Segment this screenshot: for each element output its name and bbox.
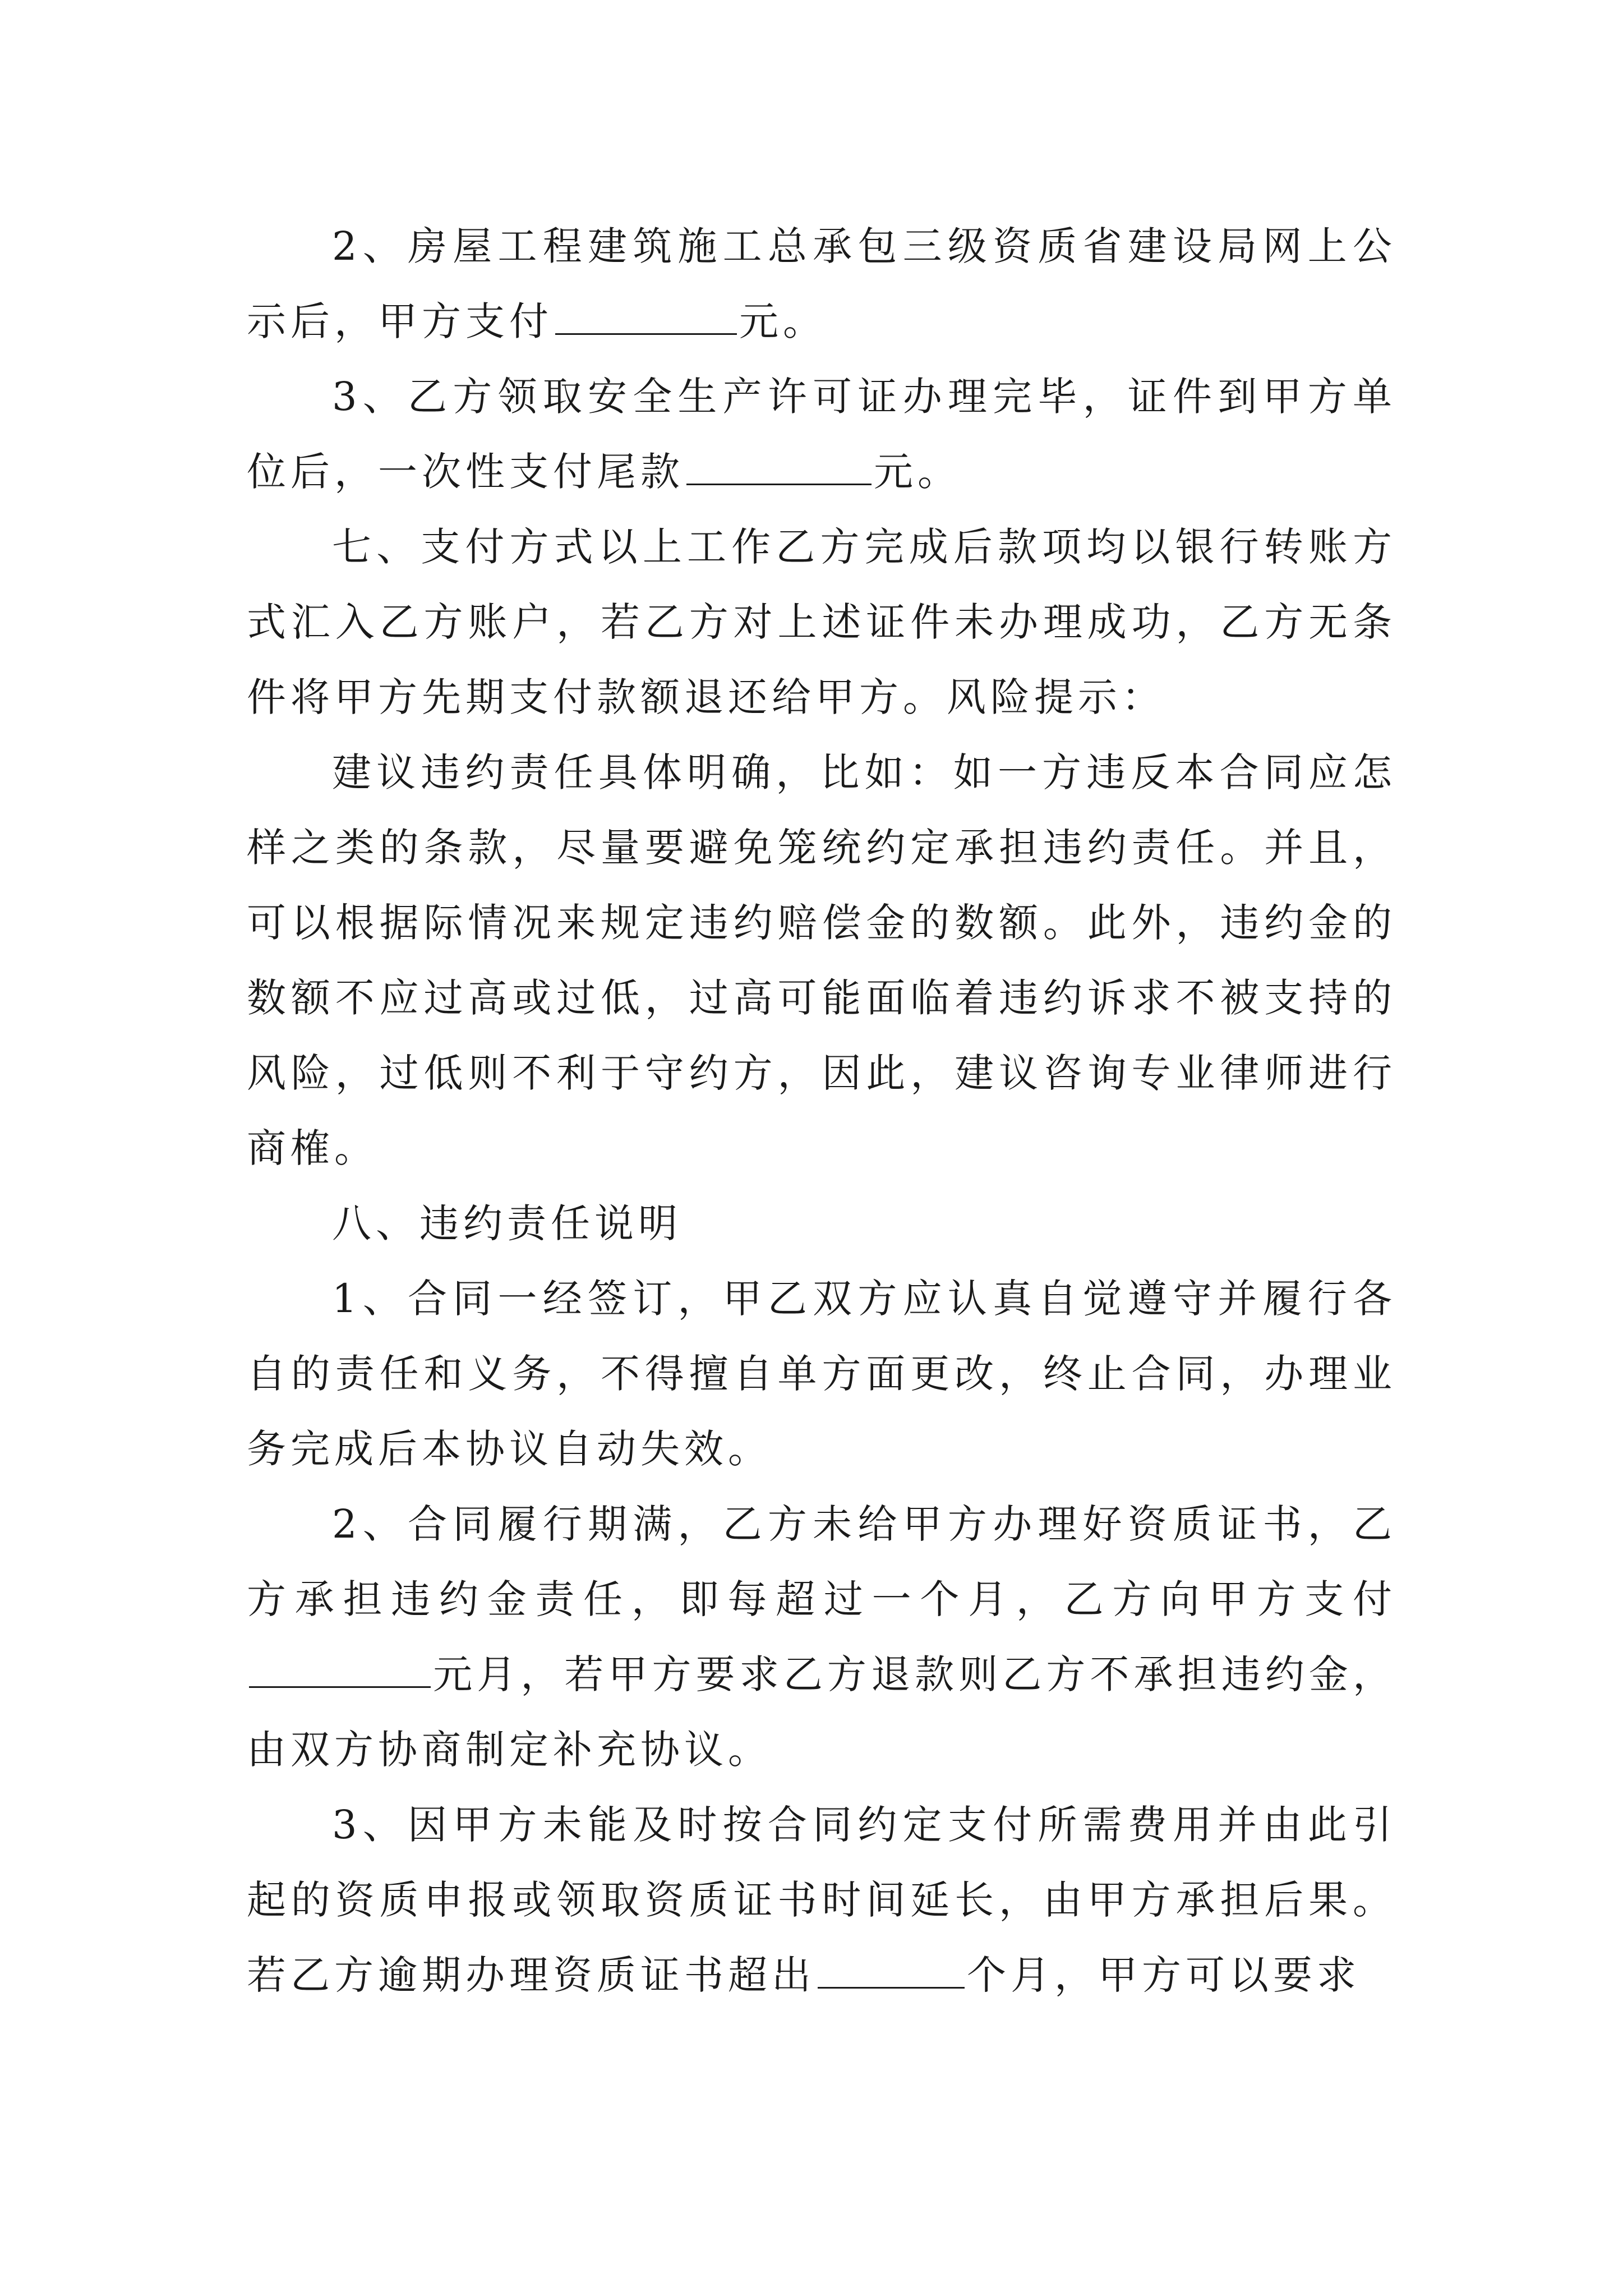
paragraph-text: 个月，甲方可以要求 (967, 1952, 1361, 1998)
months-blank (818, 1954, 965, 1989)
paragraph-text: 元。 (874, 449, 961, 495)
paragraph-text: 2、合同履行期满，乙方未给甲方办理好资质证书，乙方承担违约金责任，即每超过一个月，乙方向甲方支付 (247, 1501, 1396, 1622)
paragraph-breach-2 (247, 1487, 1396, 1787)
paragraph-breach-1: 1、合同一经签订，甲乙双方应认真自觉遵守并履行各自的责任和义务，不得擅自单方面更改，终止合同，办理业务完成后本协议自动失效。 (247, 1276, 1396, 1472)
paragraph-payment-2 (247, 209, 1396, 359)
amount-blank (249, 1653, 431, 1688)
amount-blank (686, 450, 872, 486)
paragraph-payment-3 (247, 359, 1396, 509)
paragraph-text: 3、乙方领取安全生产许可证办理完毕，证件到甲方单位后，一次性支付尾款 (247, 374, 1396, 495)
paragraph-breach-3 (247, 1787, 1396, 2013)
amount-blank (555, 300, 737, 335)
document-page (247, 209, 1396, 2013)
paragraph-text: 元月，若甲方要求乙方退款则乙方不承担违约金，由双方协商制定补充协议。 (247, 1651, 1396, 1773)
paragraph-text: 元。 (739, 298, 827, 344)
section-heading-8: 八、违约责任说明 (332, 1200, 682, 1246)
paragraph-risk-tip: 建议违约责任具体明确，比如：如一方违反本合同应怎样之类的条款，尽量要避免笼统约定承担违约责任。并且，可以根据际情况来规定违约赔偿金的数额。此外，违约金的数额不应过高或过低，过高可能面临着违约诉求不被支持的风险，过低则不利于守约方，因此，建议咨询专业律师进行商榷。 (247, 749, 1396, 1171)
paragraph-text: 2、房屋工程建筑施工总承包三级资质省建设局网上公示后，甲方支付 (247, 223, 1396, 344)
paragraph-section-7: 七、支付方式以上工作乙方完成后款项均以银行转账方式汇入乙方账户，若乙方对上述证件未办理成功，乙方无条件将甲方先期支付款额退还给甲方。风险提示： (247, 524, 1396, 720)
paragraph-text: 3、因甲方未能及时按合同约定支付所需费用并由此引起的资质申报或领取资质证书时间延长，由甲方承担后果。若乙方逾期办理资质证书超出 (247, 1802, 1396, 1998)
